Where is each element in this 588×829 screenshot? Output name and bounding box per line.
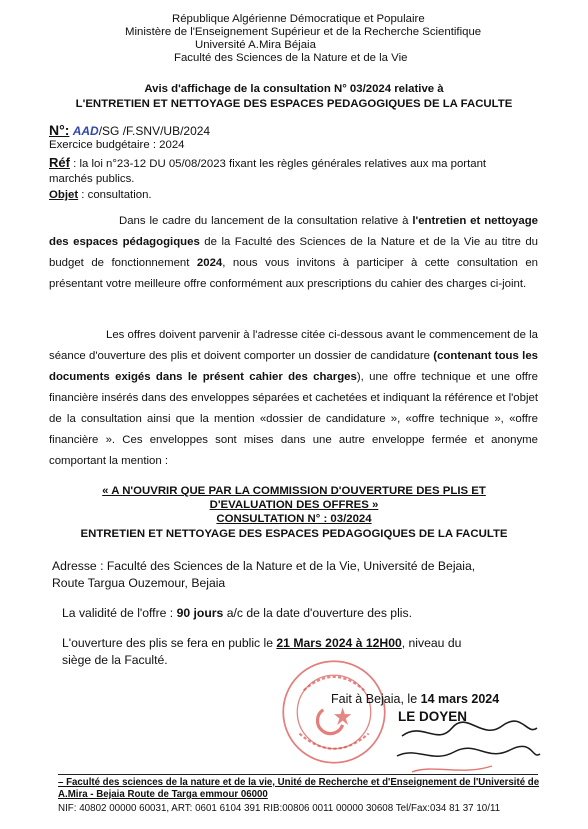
official-stamp-icon	[280, 658, 388, 766]
ouverture-line-1	[62, 636, 538, 650]
footer-line-1: – Faculté des sciences de la nature et de la vie, Unité de Recherche et d'Enseignement de l'Université de	[58, 777, 540, 788]
footer-line-3: NIF: 40802 00000 60031, ART: 0601 6104 391 RIB:00806 0011 00000 30608 Tel/Fax:034 81 37 10/11	[58, 803, 501, 814]
handwritten-signature-icon	[392, 716, 542, 778]
ouverture-text-c: , niveau du	[401, 636, 462, 650]
exercice-budgetaire: Exercice budgétaire : 2024	[49, 139, 185, 151]
adresse-line-2: Route Targua Ouzemour, Bejaia	[52, 576, 226, 590]
adresse-line-1: Adresse : Faculté des Sciences de la Nature et de la Vie, Université de Bejaia,	[52, 559, 476, 573]
mention-line-4: ENTRETIEN ET NETTOYAGE DES ESPACES PEDAGOGIQUES DE LA FACULTE	[80, 528, 508, 540]
fait-a-line	[331, 692, 499, 706]
validite-line	[62, 606, 412, 620]
handwritten-number: AAD	[72, 124, 99, 138]
objet-text: : consultation.	[81, 189, 152, 201]
title-line-1: Avis d'affichage de la consultation N° 03/2024 relative à	[144, 83, 444, 95]
header-line-4: Faculté des Sciences de la Nature et de la Vie	[174, 52, 408, 64]
ouverture-date: 21 Mars 2024 à 12H00	[276, 636, 402, 650]
paragraph-1	[49, 211, 538, 295]
paragraph-2	[49, 325, 538, 472]
reference-number	[49, 122, 210, 138]
validite-text-a: La validité de l'offre :	[62, 606, 177, 620]
number-label: N°:	[49, 122, 70, 138]
objet-label: Objet	[49, 189, 79, 201]
header-line-1: République Algérienne Démocratique et Populaire	[172, 13, 425, 25]
para1-text-e: , nous vous invitons à participer à cette consultation en présentant votre meilleure offre conformément aux prescriptions du cahier des charges ci-joint.	[49, 257, 538, 290]
signature-date: 14 mars 2024	[420, 692, 500, 706]
validite-duration: 90 jours	[176, 606, 224, 620]
ouverture-text-a: L'ouverture des plis se fera en public le	[62, 636, 277, 650]
para2-text-c: ), une offre technique et une offre financière insérés dans des enveloppes séparées et cachetées et indiquant la référence et l'objet de la consultation ainsi que la mention «dossier de candidature », «offre technique », «offre financière ». Ces enveloppes sont mises dans une autre enveloppe fermée et anonyme comportant la mention :	[49, 371, 539, 467]
mention-line-3: CONSULTATION N° : 03/2024	[216, 513, 372, 525]
ouverture-line-2: siège de la Faculté.	[62, 653, 168, 667]
ref-text: : la loi n°23-12 DU 05/08/2023 fixant les règles générales relatives aux ma portant	[73, 158, 487, 170]
header-line-2: Ministère de l'Enseignement Supérieur et de la Recherche Scientifique	[125, 26, 482, 38]
reference-line-2: marchés publics.	[49, 173, 135, 185]
fait-text: Fait à Bejaia, le	[331, 692, 421, 706]
para1-bold-year: 2024	[196, 257, 223, 269]
para2-text-a: Les offres doivent parvenir à l'adresse citée ci-dessous avant le commencement de la séance d'ouverture des plis et doivent comporter un dossier de candidature	[49, 329, 538, 362]
para1-text-c: de la Faculté des Sciences de la Nature et de la Vie au titre du budget de fonctionnement	[49, 236, 538, 269]
reference-line	[49, 155, 486, 170]
para2-bold-documents: (contenant tous les documents exigés dans le présent cahier des charges	[49, 350, 538, 383]
footer-line-2: A.Mira - Bejaia Route de Targa emmour 06000	[58, 789, 268, 800]
ref-label: Réf	[49, 155, 70, 170]
mention-line-1: « A N'OUVRIR QUE PAR LA COMMISSION D'OUVERTURE DES PLIS ET	[102, 485, 486, 497]
mention-line-2: D'EVALUATION DES OFFRES »	[209, 499, 379, 511]
para1-bold-subject: l'entretien et nettoyage des espaces pédagogiques	[49, 215, 538, 248]
validite-text-c: a/c de la date d'ouverture des plis.	[223, 606, 412, 620]
footer-divider	[58, 774, 538, 775]
number-suffix: /SG /F.SNV/UB/2024	[98, 124, 211, 138]
objet-line	[49, 189, 152, 201]
title-line-2: L'ENTRETIEN ET NETTOYAGE DES ESPACES PEDAGOGIQUES DE LA FACULTE	[75, 98, 513, 110]
header-line-3: Université A.Mira Béjaia	[195, 39, 316, 51]
doyen-title: LE DOYEN	[398, 709, 468, 724]
para1-text-a: Dans le cadre du lancement de la consultation relative à	[119, 215, 413, 227]
